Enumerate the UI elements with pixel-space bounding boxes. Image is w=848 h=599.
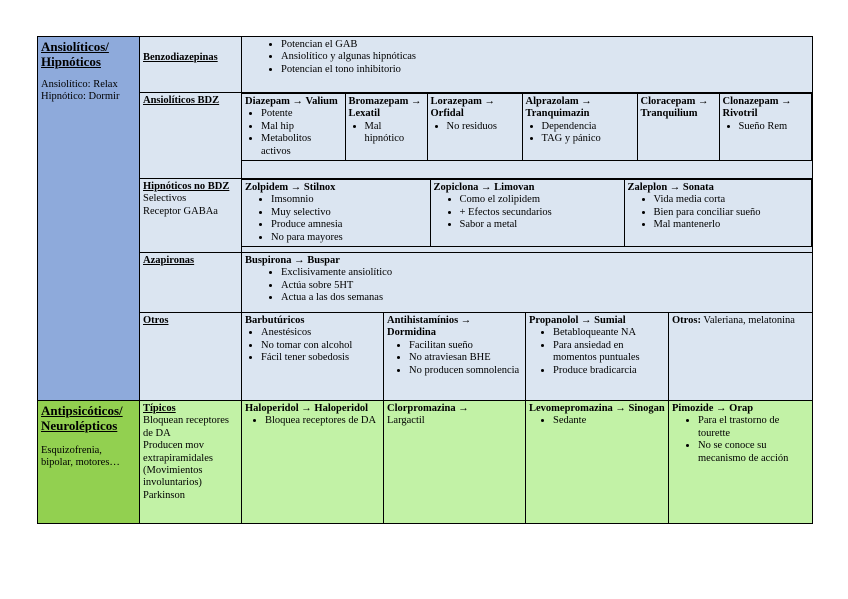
list-item: • Mal hip (261, 121, 342, 133)
benzo-label-cell (140, 37, 242, 93)
propanolol-cell (526, 313, 669, 401)
drug-name: Buspirona → Buspar (245, 255, 340, 266)
list-item: • Produce amnesia (271, 219, 427, 231)
cloracepam-cell (637, 94, 719, 161)
antipsicoticos-category-cell (38, 401, 140, 524)
list-item: • Vida media corta (654, 194, 809, 206)
list-item: • Actua a las dos semanas (281, 292, 809, 304)
drug-name: Antihistamínios → Dormidina (387, 315, 472, 339)
list-item: • Sedante (553, 415, 665, 427)
azap-list (245, 267, 809, 304)
diazepam-list (245, 108, 342, 158)
list-item: • Como el zolipidem (460, 194, 621, 206)
pimo-list (672, 415, 809, 465)
lorazepam-cell (427, 94, 522, 161)
drug-name: Bromazepam → Lexatil (348, 96, 422, 120)
ansiolitico-note: Ansiolítico: Relax (41, 79, 118, 90)
drug-name: Lorazepam → Orfidal (430, 96, 495, 120)
list-item: • Bloquea receptores de DA (265, 415, 380, 427)
zaleplon-list (628, 194, 809, 231)
list-item: • Imsomnio (271, 194, 427, 206)
otros-misc-text: Valeriana, melatonina (703, 315, 795, 326)
ansioliticos-category-cell (38, 37, 140, 401)
tipicos-label: Típicos (143, 403, 176, 414)
clonazepam-cell (719, 94, 812, 161)
list-item: • Produce bradicarcia (553, 365, 665, 377)
list-item: • Potencian el GAB (281, 39, 809, 51)
list-item: • Para el trastorno de tourette (698, 415, 809, 440)
zopiclona-cell (430, 180, 624, 247)
tipicos-cell (140, 401, 242, 524)
bromazepam-cell (345, 94, 427, 161)
drug-name: Clonazepam → Rivotril (722, 96, 792, 120)
antihistaminicos-cell (384, 313, 526, 401)
prop-list (529, 327, 665, 377)
bdz-drugs-grid (242, 93, 812, 161)
list-item: • Para ansiedad en momentos puntuales (553, 340, 665, 365)
azap-label: Azapironas (143, 255, 195, 266)
list-item: • Mal mantenerlo (654, 219, 809, 231)
benzo-list (245, 39, 809, 76)
antipsicoticos-note: Esquizofrenia, bipolar, motores… (41, 445, 120, 469)
nobdz-drugs-grid (242, 179, 812, 247)
list-item: • Facilitan sueño (409, 340, 522, 352)
levomepromazina-cell (526, 401, 669, 524)
bdz-drugs-cell (242, 93, 813, 179)
list-item: • + Efectos secundarios (460, 207, 621, 219)
list-item: • TAG y pánico (542, 133, 634, 145)
drug-name: Zopiclona → Limovan (433, 182, 535, 193)
halo-list (245, 415, 380, 427)
list-item: • No residuos (447, 121, 519, 133)
clonazepam-list (723, 121, 809, 133)
diazepam-cell (242, 94, 345, 161)
drug-name: Cloracepam → Tranquilium (640, 96, 709, 120)
otros-misc-cell (669, 313, 813, 401)
drug-name: Alprazolam → Tranquimazin (525, 96, 592, 120)
nobdz-label-cell (140, 179, 242, 253)
tipicos-line: Producen mov extrapiramidales (143, 440, 213, 464)
levo-list (529, 415, 665, 427)
list-item: • No atraviesan BHE (409, 352, 522, 364)
list-item: • Mal hipnótico (365, 121, 424, 146)
alprazolam-cell (522, 94, 637, 161)
zaleplon-cell (624, 180, 812, 247)
haloperidol-cell (242, 401, 384, 524)
bromazepam-list (349, 121, 424, 146)
list-item: • Bien para conciliar sueño (654, 207, 809, 219)
drug-name: Levomepromazina → Sinogan (529, 403, 665, 414)
clorpromazina-cell (384, 401, 526, 524)
tipicos-line: (Movimientos involuntarios) (143, 465, 203, 489)
list-item: • Exclisivamente ansiolítico (281, 267, 809, 279)
list-item: • Actúa sobre 5HT (281, 280, 809, 292)
ansioliticos-title: Ansiolíticos/ Hipnóticos (41, 39, 109, 69)
list-item: • Betabloqueante NA (553, 327, 665, 339)
zolpidem-cell (242, 180, 430, 247)
drug-summary-table (37, 36, 813, 524)
tipicos-line: Parkinson (143, 489, 185, 501)
otros-misc-label: Otros: (672, 315, 701, 326)
tipicos-line: Bloquean receptores de DA (143, 415, 230, 439)
azap-label-cell (140, 253, 242, 313)
clor-sub: Largactil (387, 415, 425, 427)
drug-name: Haloperidol → Haloperidol (245, 403, 369, 414)
list-item: • No producen somnolencia (409, 365, 522, 377)
zolpidem-list (245, 194, 427, 244)
nobdz-sub1: Selectivos (143, 193, 187, 205)
list-item: • Anestésicos (261, 327, 380, 339)
benzo-label: Benzodiazepinas (143, 52, 218, 63)
list-item: • Ansiolítico y algunas hipnóticas (281, 51, 809, 63)
bdz-label-cell (140, 93, 242, 179)
drug-name: Clorpromazina → (387, 403, 469, 414)
list-item: • Potencian el tono inhibitorio (281, 64, 809, 76)
list-item: • Sueño Rem (739, 121, 809, 133)
hipnotico-note: Hipnótico: Dormir (41, 91, 120, 103)
drug-name: Propanolol → Sumial (529, 315, 626, 326)
bdz-label: Ansiolíticos BDZ (143, 95, 220, 106)
nobdz-label: Hipnóticos no BDZ (143, 181, 230, 192)
drug-name: Pimozide → Orap (672, 403, 754, 414)
nobdz-drugs-cell (242, 179, 813, 253)
alprazolam-list (526, 121, 634, 146)
list-item: • Fácil tener sobedosis (261, 352, 380, 364)
lorazepam-list (431, 121, 519, 133)
barb-list (245, 327, 380, 364)
drug-name: Zaleplon → Sonata (627, 182, 714, 193)
list-item: • Potente (261, 108, 342, 120)
drug-name: Diazepam → Valium (245, 96, 338, 107)
list-item: • Metabolitos activos (261, 133, 342, 158)
list-item: • No tomar con alcohol (261, 340, 380, 352)
otros-label: Otros (143, 315, 169, 326)
antipsicoticos-title: Antipsicóticos/ Neurolépticos (41, 403, 123, 433)
list-item: • Sabor a metal (460, 219, 621, 231)
anti-list (387, 340, 522, 377)
pimozide-cell (669, 401, 813, 524)
drug-name: Barbutúricos (245, 315, 305, 326)
zopiclona-list (434, 194, 621, 231)
list-item: • No para mayores (271, 232, 427, 244)
nobdz-sub2: Receptor GABAa (143, 205, 218, 217)
otros-label-cell (140, 313, 242, 401)
azap-desc-cell (242, 253, 813, 313)
list-item: • Muy selectivo (271, 207, 427, 219)
list-item: • No se conoce su mecanismo de acción (698, 440, 809, 465)
drug-name: Zolpidem → Stilnox (245, 182, 336, 193)
barbituricos-cell (242, 313, 384, 401)
list-item: • Dependencia (542, 121, 634, 133)
benzo-desc-cell (242, 37, 813, 93)
